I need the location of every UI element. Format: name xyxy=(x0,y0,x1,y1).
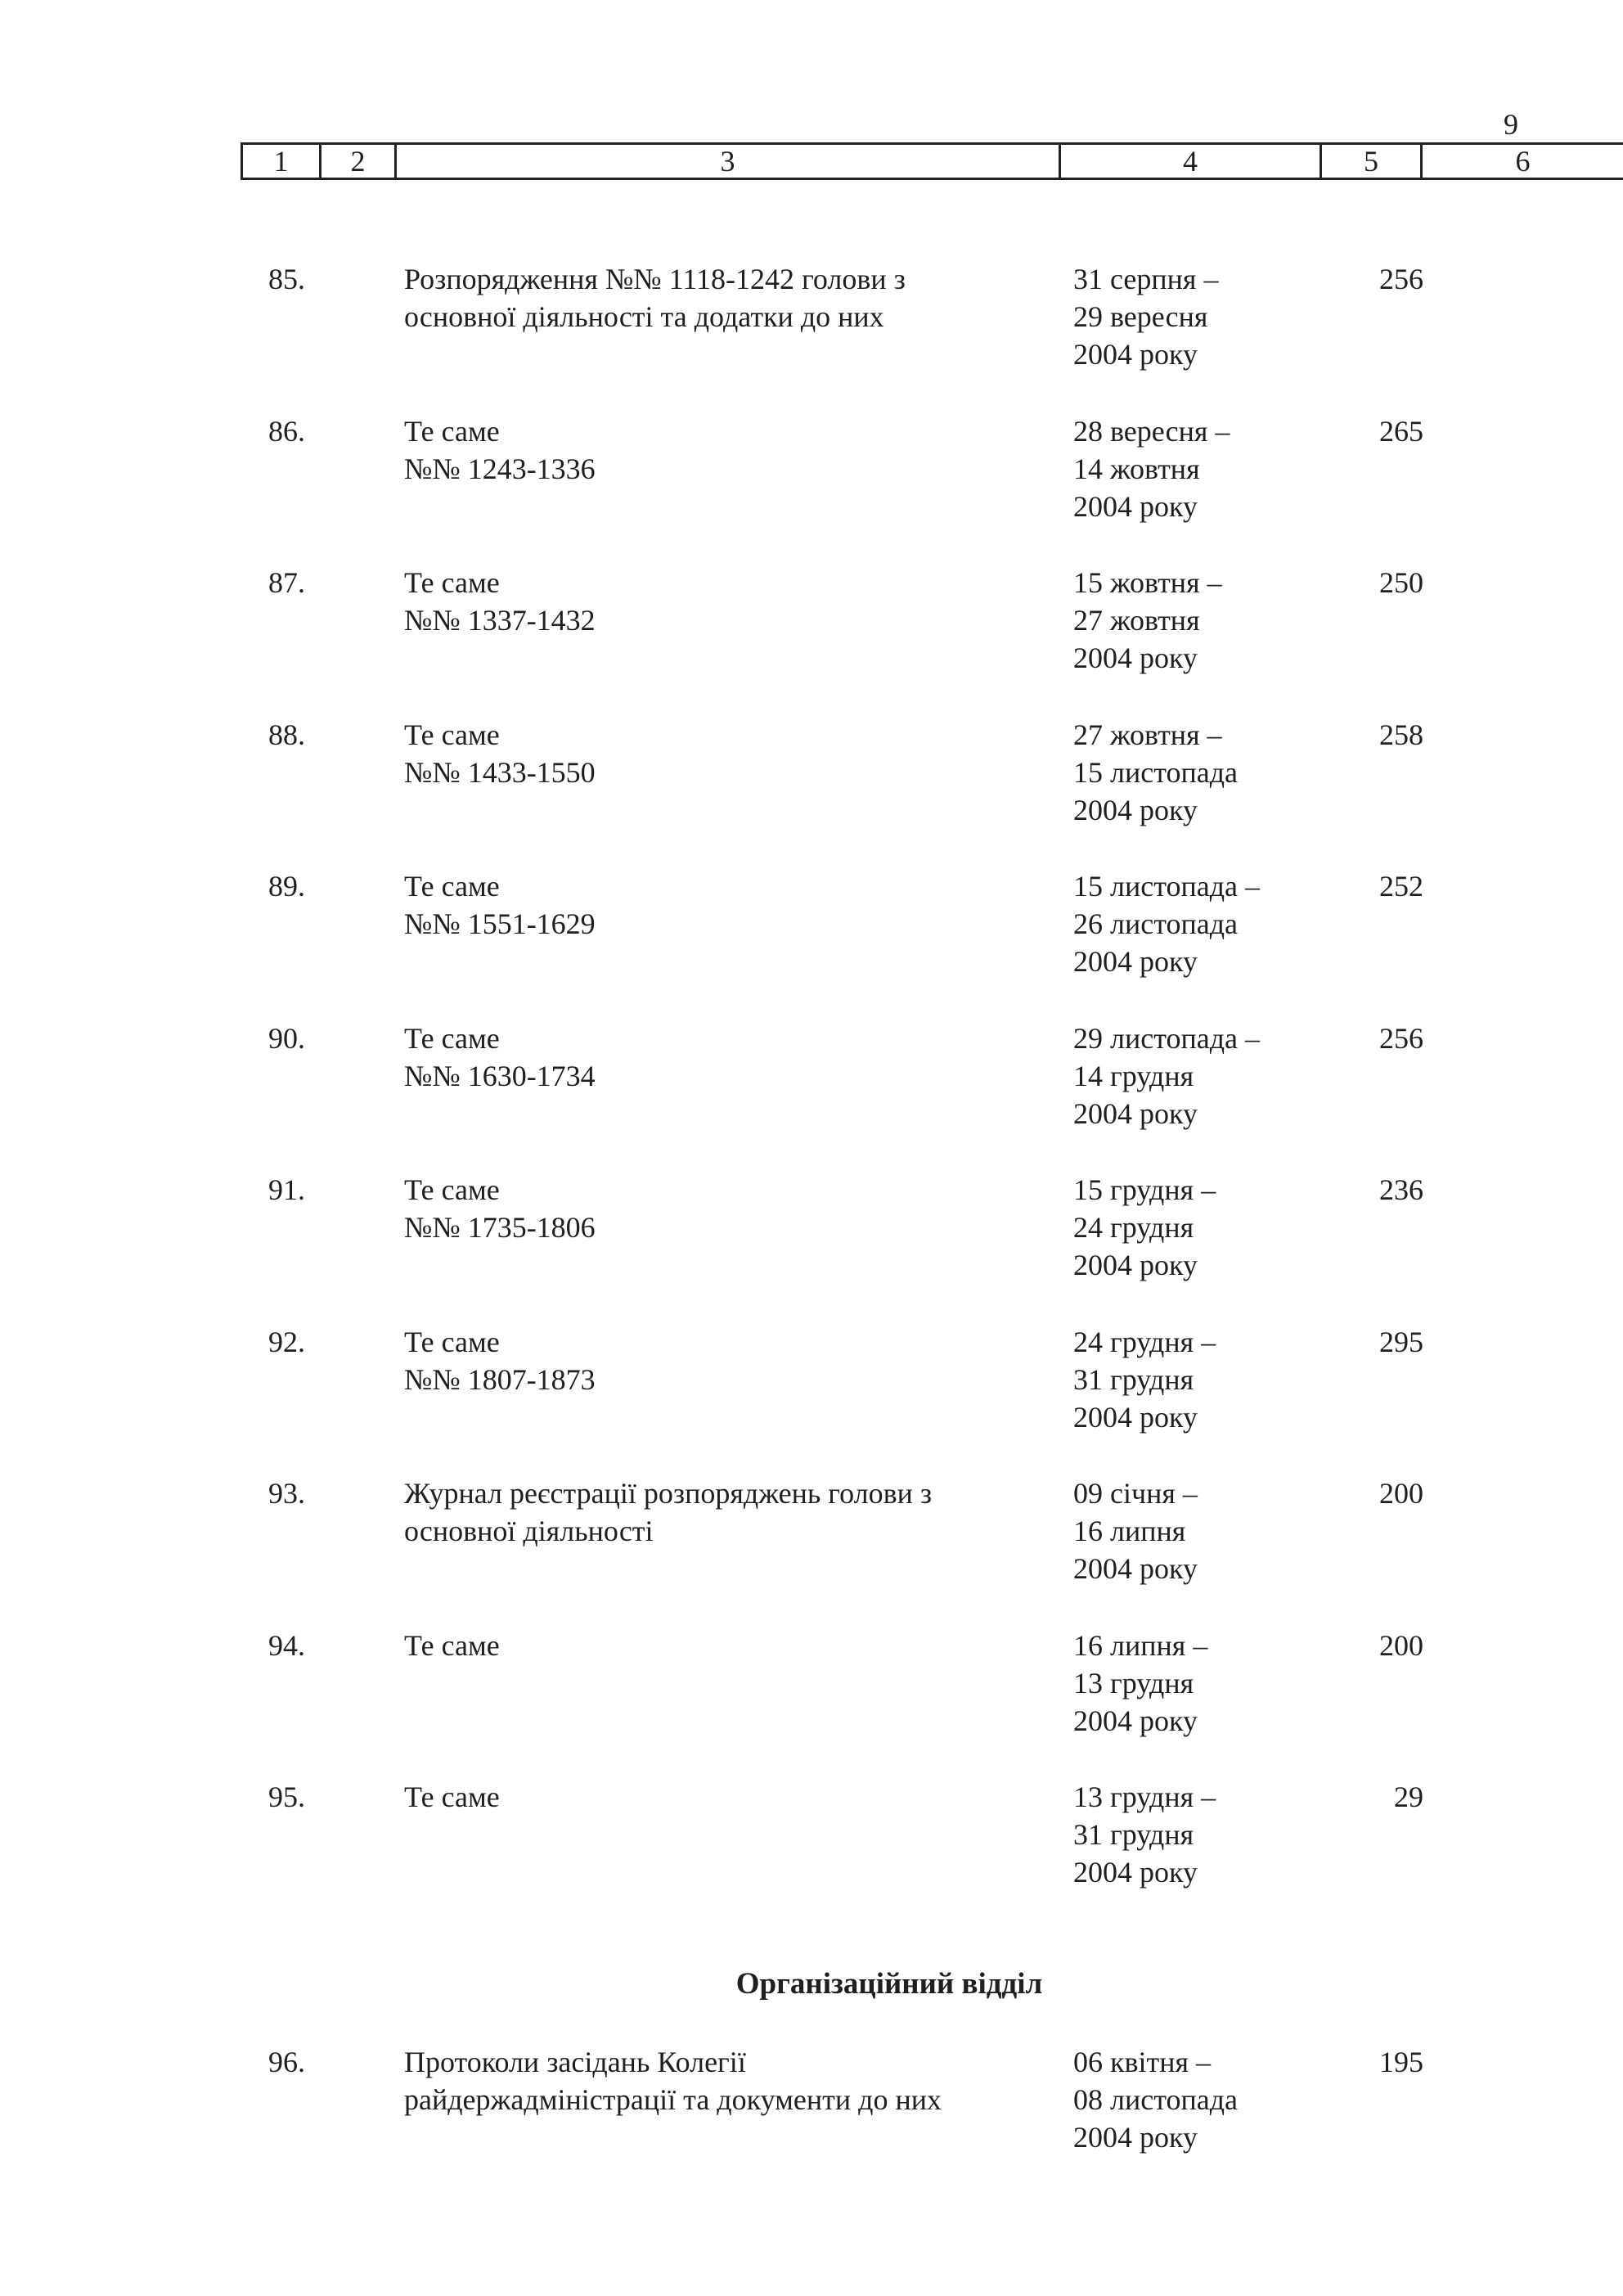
row-number: 88. xyxy=(268,718,305,751)
column-header-2: 2 xyxy=(321,145,397,178)
row-date-line: 2004 року xyxy=(1073,1856,1198,1889)
row-title-line: основної діяльності та додатки до них xyxy=(404,300,884,333)
row-title-line: Те саме xyxy=(404,1021,500,1055)
row-date-line: 2004 року xyxy=(1073,945,1198,978)
row-dates xyxy=(1073,1474,1319,1587)
row-date-line: 24 грудня – xyxy=(1073,1325,1216,1358)
row-date-line: 15 листопада xyxy=(1073,755,1239,789)
row-dates xyxy=(1073,867,1319,980)
row-sheet-count: 295 xyxy=(1379,1325,1423,1358)
section-heading: Організаційний відділ xyxy=(735,1967,1043,2001)
row-date-line: 16 липня xyxy=(1073,1515,1186,1547)
row-title xyxy=(404,1020,1026,1095)
row-title-line: райдержадміністрації та документи до них xyxy=(404,2083,942,2116)
row-number: 85. xyxy=(268,263,305,295)
row-title-line: №№ 1243-1336 xyxy=(404,452,596,485)
row-date-line: 29 листопада – xyxy=(1073,1021,1261,1055)
row-title-line: основної діяльності xyxy=(404,1515,654,1547)
row-date-line: 15 листопада – xyxy=(1073,870,1261,903)
row-date-line: 2004 року xyxy=(1073,1249,1198,1281)
row-dates xyxy=(1073,716,1319,829)
row-title-line: Те саме xyxy=(404,414,500,448)
row-dates xyxy=(1073,1020,1319,1132)
row-date-line: 2004 року xyxy=(1073,1704,1198,1737)
row-date-line: 29 вересня xyxy=(1073,300,1208,333)
row-date-line: 27 жовтня – xyxy=(1073,718,1222,751)
row-sheet-count: 256 xyxy=(1379,263,1423,295)
row-title xyxy=(404,1474,1026,1550)
row-title-line: Те саме xyxy=(404,1325,500,1358)
row-date-line: 2004 року xyxy=(1073,338,1198,371)
row-title-line: №№ 1433-1550 xyxy=(404,755,596,789)
row-title-line: Те саме xyxy=(404,1781,500,1813)
row-sheet-count: 236 xyxy=(1379,1173,1423,1206)
row-date-line: 26 листопада xyxy=(1073,907,1239,940)
row-sheet-count: 29 xyxy=(1394,1781,1423,1813)
row-date-line: 31 серпня – xyxy=(1073,263,1219,295)
row-date-line: 08 листопада xyxy=(1073,2083,1239,2116)
row-title-line: №№ 1735-1806 xyxy=(404,1211,596,1244)
row-dates xyxy=(1073,564,1319,677)
row-title-line: №№ 1807-1873 xyxy=(404,1362,596,1396)
row-date-line: 2004 року xyxy=(1073,489,1198,523)
row-dates xyxy=(1073,260,1319,373)
row-title xyxy=(404,2043,1026,2118)
row-title xyxy=(404,1627,1026,1664)
row-number: 90. xyxy=(268,1021,305,1055)
row-sheet-count: 256 xyxy=(1379,1021,1423,1055)
row-sheet-count: 200 xyxy=(1379,1477,1423,1510)
row-title xyxy=(404,564,1026,639)
row-title xyxy=(404,867,1026,943)
row-date-line: 09 січня – xyxy=(1073,1477,1198,1510)
row-title-line: Те саме xyxy=(404,1173,500,1206)
row-dates xyxy=(1073,1323,1319,1436)
row-dates xyxy=(1073,2043,1319,2156)
row-date-line: 2004 року xyxy=(1073,1400,1198,1434)
row-date-line: 16 липня – xyxy=(1073,1628,1208,1662)
row-sheet-count: 265 xyxy=(1379,414,1423,448)
row-title-line: №№ 1551-1629 xyxy=(404,907,596,940)
row-number: 95. xyxy=(268,1781,305,1813)
row-date-line: 13 грудня xyxy=(1073,1666,1194,1699)
row-title-line: Те саме xyxy=(404,1628,500,1662)
row-title xyxy=(404,1778,1026,1816)
row-number: 89. xyxy=(268,870,305,903)
row-dates xyxy=(1073,1171,1319,1284)
column-header-4: 4 xyxy=(1061,145,1322,178)
row-number: 92. xyxy=(268,1325,305,1358)
row-sheet-count: 200 xyxy=(1379,1628,1423,1662)
row-date-line: 24 грудня xyxy=(1073,1211,1194,1244)
row-title-line: Протоколи засідань Колегії xyxy=(404,2046,746,2078)
row-title xyxy=(404,412,1026,488)
page-number: 9 xyxy=(1504,108,1518,141)
row-title-line: Розпорядження №№ 1118-1242 голови з xyxy=(404,263,906,295)
row-title xyxy=(404,260,1026,335)
row-date-line: 2004 року xyxy=(1073,1096,1198,1130)
row-title xyxy=(404,716,1026,791)
row-number: 93. xyxy=(268,1477,305,1510)
row-number: 86. xyxy=(268,414,305,448)
row-number: 96. xyxy=(268,2046,305,2078)
column-header-strip xyxy=(241,142,1623,180)
row-sheet-count: 250 xyxy=(1379,566,1423,599)
row-date-line: 27 жовтня xyxy=(1073,604,1200,637)
row-date-line: 2004 року xyxy=(1073,1552,1198,1585)
row-date-line: 15 грудня – xyxy=(1073,1173,1216,1206)
row-sheet-count: 252 xyxy=(1379,870,1423,903)
row-date-line: 15 жовтня – xyxy=(1073,566,1222,599)
row-date-line: 14 грудня xyxy=(1073,1059,1194,1092)
row-title xyxy=(404,1323,1026,1398)
row-date-line: 2004 року xyxy=(1073,2121,1198,2154)
row-title-line: №№ 1337-1432 xyxy=(404,604,596,637)
row-title-line: Те саме xyxy=(404,718,500,751)
row-sheet-count: 258 xyxy=(1379,718,1423,751)
row-number: 94. xyxy=(268,1628,305,1662)
row-number: 91. xyxy=(268,1173,305,1206)
row-dates xyxy=(1073,412,1319,525)
row-date-line: 28 вересня – xyxy=(1073,414,1230,448)
row-date-line: 2004 року xyxy=(1073,642,1198,674)
row-dates xyxy=(1073,1627,1319,1740)
row-number: 87. xyxy=(268,566,305,599)
row-date-line: 13 грудня – xyxy=(1073,1781,1216,1813)
column-header-3: 3 xyxy=(397,145,1061,178)
row-date-line: 31 грудня xyxy=(1073,1818,1194,1851)
column-header-6: 6 xyxy=(1515,145,1531,178)
row-dates xyxy=(1073,1778,1319,1891)
column-header-1: 1 xyxy=(243,145,321,178)
row-title-line: Те саме xyxy=(404,566,500,599)
row-sheet-count: 195 xyxy=(1379,2046,1423,2078)
row-title-line: Журнал реєстрації розпоряджень голови з xyxy=(404,1477,933,1510)
column-header-5: 5 xyxy=(1322,145,1423,178)
row-title xyxy=(404,1171,1026,1246)
row-date-line: 31 грудня xyxy=(1073,1362,1194,1396)
row-date-line: 06 квітня – xyxy=(1073,2046,1212,2078)
row-title-line: №№ 1630-1734 xyxy=(404,1059,596,1092)
row-date-line: 2004 року xyxy=(1073,793,1198,826)
row-date-line: 14 жовтня xyxy=(1073,452,1200,485)
row-title-line: Те саме xyxy=(404,870,500,903)
